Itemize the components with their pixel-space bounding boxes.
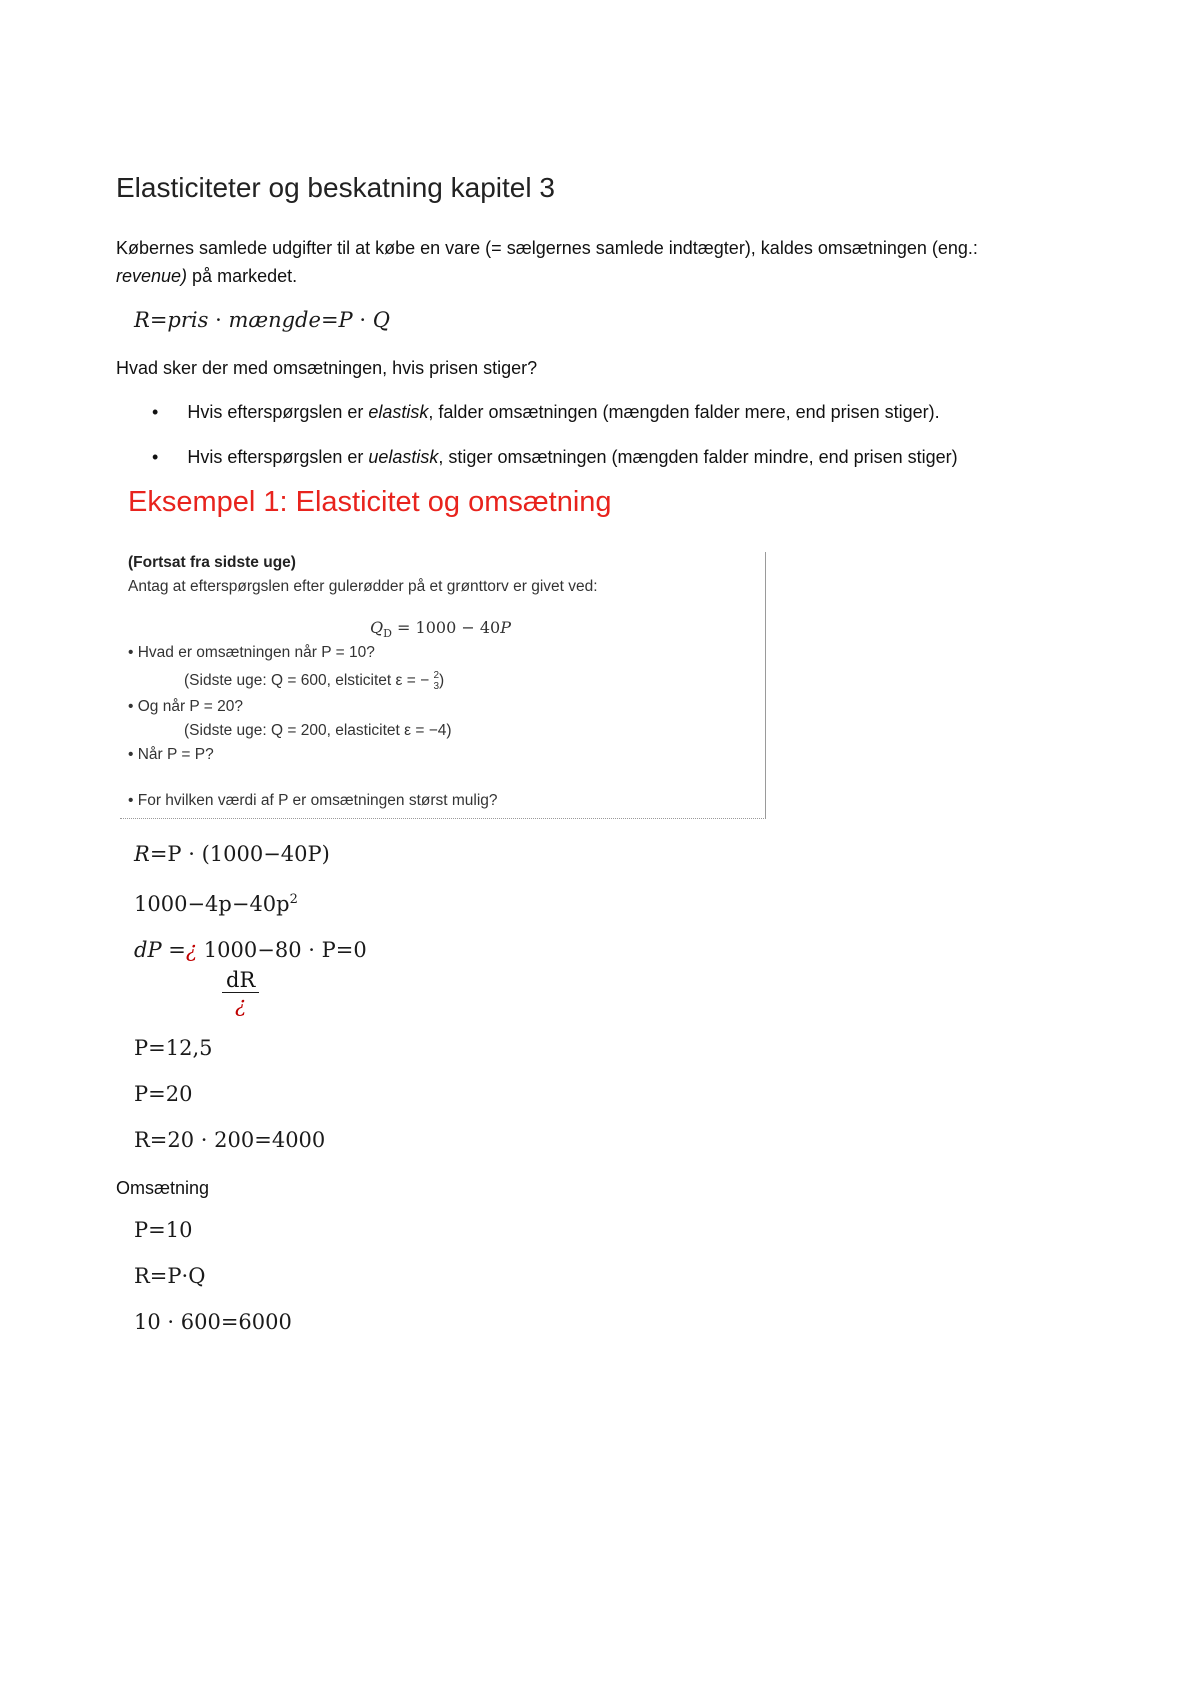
formula-dot-1: · (208, 308, 229, 332)
box-bullet-p20: • Og når P = 20? (128, 698, 244, 715)
calc-line-2-text: 1000−4p−40p (134, 892, 290, 916)
box-bullet-p10: • Hvad er omsætningen når P = 10? (128, 644, 375, 661)
box-bullet-pp: • Når P = P? (128, 746, 214, 763)
calc-dP: dP (134, 938, 162, 962)
box-sub-p10-text: (Sidste uge: Q = 600, elsticitet ε = − (184, 672, 430, 690)
formula-pris: pris (167, 308, 209, 332)
bullet-symbol: • (152, 402, 159, 422)
formula-eq-2: = (320, 308, 339, 332)
calc-line-3 (134, 938, 367, 962)
bullet-symbol: • (152, 447, 159, 467)
calc-line-2-exponent: 2 (289, 892, 298, 907)
box-demand-equation (370, 618, 511, 640)
bullet-elastic-term: elastisk (368, 402, 429, 422)
omsaetning-label: Omsætning (116, 1178, 210, 1198)
calc-line-4: P=12,5 (134, 1036, 213, 1060)
calc-line-2 (134, 892, 298, 916)
bullet-elastic-pre: Hvis efterspørgslen er (187, 402, 369, 422)
demand-Q: Q (370, 618, 384, 637)
intro-revenue-term: revenue) (116, 266, 188, 286)
bullet-inelastic-pre: Hvis efterspørgslen er (187, 447, 369, 467)
calc2-line-2: R=P·Q (134, 1264, 206, 1288)
calc-line-1 (134, 842, 330, 866)
calc2-line-3: 10 · 600=6000 (134, 1310, 292, 1334)
fraction-denominator: 3 (433, 681, 440, 692)
formula-dot-2: · (352, 308, 373, 332)
calc-R: R (134, 842, 150, 866)
calc-fraction-dR (222, 968, 259, 1017)
box-sub-p10-close: ) (439, 672, 445, 690)
formula-R: R (134, 308, 150, 332)
bullet-elastic (152, 402, 940, 423)
formula-maengde: mængde (228, 308, 321, 332)
demand-P: P (500, 618, 511, 637)
example-screenshot-box (120, 552, 766, 819)
demand-subscript: D (383, 627, 392, 641)
intro-line-2 (116, 266, 297, 287)
calc-red-glyph: ¿ (185, 938, 198, 962)
box-bullet-max: • For hvilken værdi af P er omsætningen størst mulig? (128, 792, 498, 809)
demand-rest: = 1000 − 40 (391, 618, 501, 637)
box-sub-p20: (Sidste uge: Q = 200, elasticitet ε = −4) (184, 722, 452, 739)
bullet-inelastic-term: uelastisk (368, 447, 439, 467)
formula-Q: Q (372, 308, 390, 332)
calc2-line-1: P=10 (134, 1218, 193, 1242)
box-sub-p10 (184, 670, 444, 692)
calc-line-6: R=20 · 200=4000 (134, 1128, 326, 1152)
fraction-dR-numerator: dR (222, 968, 259, 993)
revenue-formula (134, 308, 390, 332)
calc-line-3-rest: 1000−80 · P=0 (197, 938, 367, 962)
intro-line-1: Købernes samlede udgifter til at købe en vare (= sælgernes samlede indtægter), kaldes omsætningen (eng.: (116, 238, 978, 258)
question-text: Hvad sker der med omsætningen, hvis prisen stiger? (116, 358, 538, 378)
calc-line-1-rest: =P · (1000−40P) (149, 842, 330, 866)
formula-P: P (338, 308, 353, 332)
box-line-assumption: Antag at efterspørgslen efter gulerødder på et grønttorv er givet ved: (128, 578, 598, 595)
intro-line-2-rest: på markedet. (187, 266, 298, 286)
fraction-dR-denominator: ¿ (235, 993, 247, 1017)
bullet-elastic-post: , falder omsætningen (mængden falder mere, end prisen stiger). (428, 402, 940, 422)
bullet-inelastic (152, 447, 958, 468)
calc-line-3-eq: = (161, 938, 186, 962)
example-heading: Eksempel 1: Elasticitet og omsætning (128, 486, 612, 518)
bullet-inelastic-post: , stiger omsætningen (mængden falder mindre, end prisen stiger) (438, 447, 958, 467)
box-line-continued: (Fortsat fra sidste uge) (128, 554, 296, 571)
formula-eq-1: = (149, 308, 168, 332)
fraction-numerator: 2 (433, 670, 440, 681)
calc-line-5: P=20 (134, 1082, 193, 1106)
page-title: Elasticiteter og beskatning kapitel 3 (116, 172, 555, 203)
